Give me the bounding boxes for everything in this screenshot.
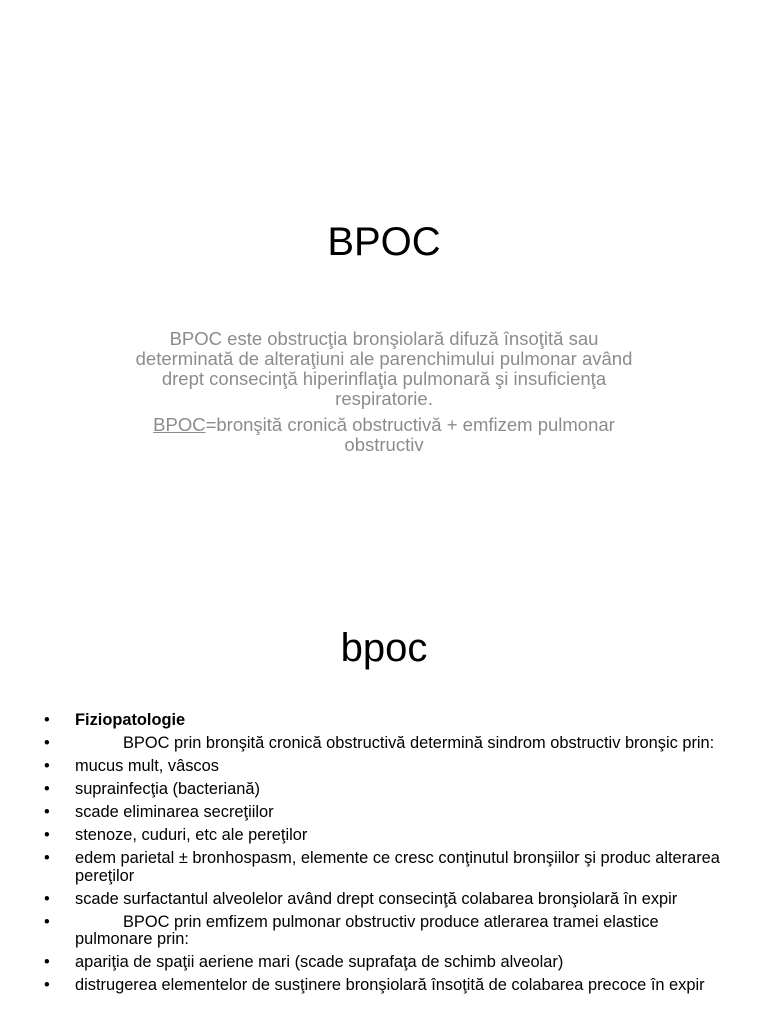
bullet-icon: •	[44, 953, 50, 971]
list-item-text: distrugerea elementelor de susţinere bronşiolară însoţită de colabarea precoce în expir	[75, 976, 705, 994]
bullet-icon: •	[44, 803, 50, 821]
list-item-text: scade surfactantul alveolelor având drept consecinţă colabarea bronşiolară în expir	[75, 889, 678, 908]
section-heading: Fiziopatologie	[75, 711, 186, 729]
definition-text: BPOC este obstrucţia bronşiolară difuză însoţită sau determinată de alteraţiuni ale parenchimului pulmonar având drept consecinţă hiperinflaţia pulmonară şi insuficienţa respiratorie.	[135, 328, 633, 409]
bullet-icon: •	[44, 976, 50, 994]
slide-2-title: bpoc	[340, 626, 428, 670]
list-item	[0, 758, 740, 776]
list-item-text: BPOC prin emfizem pulmonar obstructiv produce atlerarea tramei elastice pulmonare prin:	[75, 912, 659, 948]
bullet-icon: •	[44, 757, 50, 775]
list-item-text: edem parietal ± bronhospasm, elemente ce cresc conţinutul bronşiilor şi produc alterarea pereţilor	[75, 849, 720, 885]
list-item	[0, 712, 740, 730]
slide-2	[0, 576, 768, 1024]
slide-1-subtitle	[130, 329, 638, 461]
list-item-text: mucus mult, vâscos	[75, 757, 219, 775]
bullet-icon: •	[44, 912, 50, 931]
bullet-icon: •	[44, 849, 50, 867]
bullet-icon: •	[44, 734, 50, 752]
list-item	[0, 827, 740, 845]
slide-1-title: BPOC	[327, 220, 441, 264]
abbreviation-expansion: =bronşită cronică obstructivă + emfizem pulmonar obstructiv	[205, 414, 615, 455]
bullet-icon: •	[44, 711, 50, 729]
list-item	[0, 850, 740, 885]
list-item-text: suprainfecţia (bacteriană)	[75, 780, 260, 798]
list-item-text: BPOC prin bronşită cronică obstructivă determină sindrom obstructiv bronşic prin:	[123, 734, 715, 752]
list-item-text: stenoze, cuduri, etc ale pereţilor	[75, 826, 308, 844]
abbreviation-line	[130, 415, 638, 455]
list-item	[0, 781, 740, 799]
list-item	[0, 977, 740, 995]
bullet-icon: •	[44, 889, 50, 908]
list-item	[0, 914, 740, 949]
list-item-text: scade eliminarea secreţiilor	[75, 803, 274, 821]
bullet-icon: •	[44, 826, 50, 844]
list-item	[0, 804, 740, 822]
list-item	[0, 891, 740, 909]
bullet-icon: •	[44, 780, 50, 798]
list-item	[0, 954, 740, 972]
list-item	[0, 735, 740, 753]
abbreviation-link[interactable]: BPOC	[153, 414, 206, 435]
bullet-list	[0, 712, 740, 1000]
list-item-text: apariţia de spaţii aeriene mari (scade suprafaţa de schimb alveolar)	[75, 953, 564, 971]
